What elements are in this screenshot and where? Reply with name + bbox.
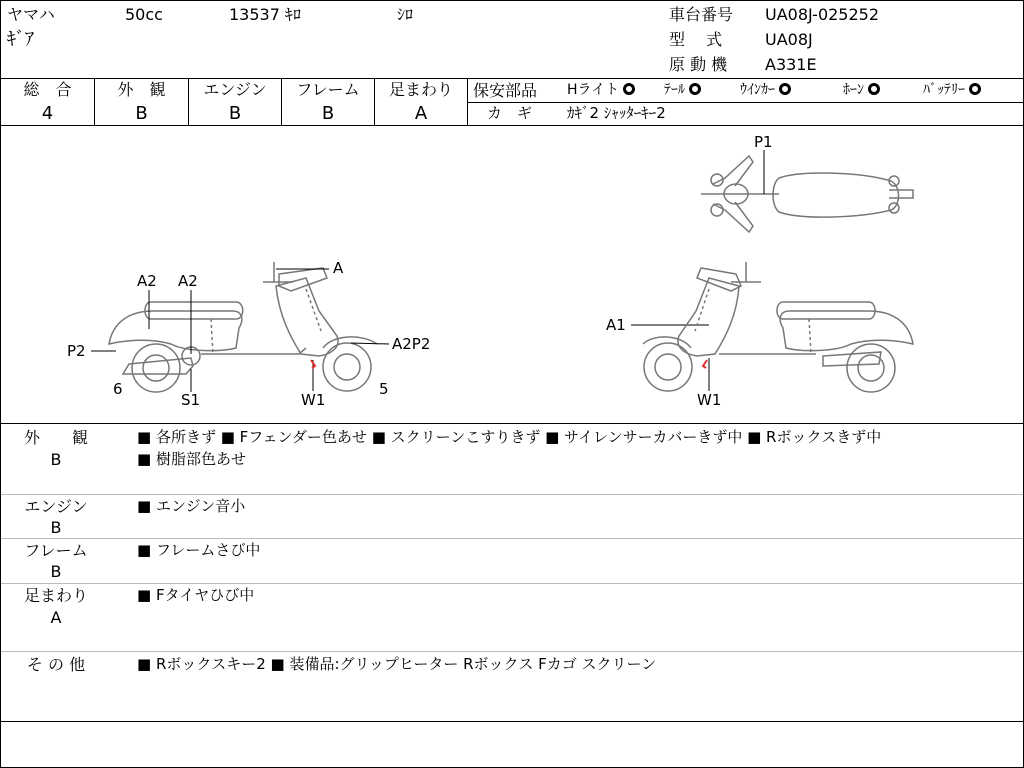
- grade-exterior-value: B: [135, 103, 148, 124]
- finding-other-label: そ の 他: [26, 655, 86, 674]
- safety-item-label: ﾎｰﾝ: [843, 82, 864, 98]
- finding-frame-grade: B: [50, 562, 62, 581]
- finding-exterior-line: ■ 各所きず ■ Fフェンダー色あせ ■ スクリーンこすりきず ■ サイレンサーカバーきず中 ■ Rボックスきず中: [137, 428, 882, 446]
- damage-diagram: [1, 126, 1023, 423]
- finding-engine-grade: B: [50, 518, 62, 537]
- rear-wheel: [132, 344, 180, 392]
- divider: [1, 721, 1023, 722]
- engine-label: 原 動 機: [669, 55, 728, 74]
- diagram-label: A2P2: [392, 335, 431, 353]
- grade-overall-value: 4: [41, 103, 54, 124]
- diagram-label: 5: [379, 380, 389, 398]
- color: ｼﾛ: [397, 5, 414, 24]
- divider: [467, 102, 1023, 103]
- diagram-label: S1: [181, 391, 201, 409]
- safety-item-horn: [843, 83, 880, 97]
- safety-item-tail: [664, 83, 701, 97]
- diagram-label: W1: [697, 391, 722, 409]
- finding-suspension-line: ■ Fタイヤひび中: [137, 586, 255, 604]
- diagram-label: A2: [178, 272, 198, 290]
- engine-value: A331E: [765, 55, 817, 74]
- diagram-label: A1: [606, 316, 626, 334]
- grade-frame-label: フレーム: [296, 80, 360, 99]
- ok-circle-icon: [868, 83, 880, 95]
- finding-frame-line: ■ フレームさび中: [137, 541, 261, 559]
- key-value: ｶｷﾞ2 ｼｬｯﾀｰｷｰ2: [567, 104, 666, 122]
- mileage: 13537 ｷﾛ: [229, 5, 301, 24]
- safety-item-label: Hライト: [567, 82, 620, 98]
- divider: [1, 651, 1023, 652]
- safety-item-label: ﾃｰﾙ: [664, 82, 685, 98]
- front-wheel: [323, 343, 371, 391]
- safety-item-label: ｳｲﾝｶｰ: [740, 82, 775, 98]
- chassis-value: UA08J-025252: [765, 5, 880, 24]
- ok-circle-icon: [623, 83, 635, 95]
- damage-mark: [703, 360, 707, 368]
- maker: ヤマハ: [7, 5, 55, 24]
- displacement: 50cc: [125, 5, 163, 24]
- divider: [1, 583, 1023, 584]
- finding-other-line: ■ Rボックスキー2 ■ 装備品:グリップヒーター Rボックス Fカゴ スクリーン: [137, 655, 657, 673]
- diagram-label: A2: [137, 272, 157, 290]
- ok-circle-icon: [689, 83, 701, 95]
- ok-circle-icon: [969, 83, 981, 95]
- finding-frame-label: フレーム: [24, 541, 88, 560]
- safety-label: 保安部品: [473, 81, 538, 100]
- diagram-label: P1: [754, 133, 773, 151]
- finding-exterior-grade: B: [50, 450, 62, 469]
- divider: [467, 78, 468, 125]
- scooter-right-side-icon: [643, 262, 913, 392]
- diagram-label: W1: [301, 391, 326, 409]
- key-label: カ ギ: [487, 104, 533, 122]
- safety-item-headlight: [567, 83, 635, 97]
- ok-circle-icon: [779, 83, 791, 95]
- finding-engine-line: ■ エンジン音小: [137, 497, 246, 515]
- grade-overall-label: 総 合: [23, 80, 72, 99]
- divider: [1, 538, 1023, 539]
- grade-engine-label: エンジン: [203, 80, 267, 99]
- finding-engine-label: エンジン: [24, 497, 88, 516]
- grade-exterior-label: 外 観: [117, 80, 166, 99]
- diagram-label: 6: [113, 380, 123, 398]
- diagram-label: A: [333, 259, 344, 277]
- finding-exterior-line: ■ 樹脂部色あせ: [137, 450, 246, 468]
- divider: [1, 78, 1023, 79]
- grade-suspension-label: 足まわり: [388, 80, 453, 99]
- finding-suspension-grade: A: [50, 608, 62, 627]
- scooter-top-view-icon: [701, 156, 913, 232]
- divider: [1, 423, 1023, 424]
- divider: [1, 494, 1023, 495]
- chassis-label: 車台番号: [669, 5, 734, 24]
- safety-item-battery: [923, 83, 981, 97]
- safety-item-label: ﾊﾞｯﾃﾘｰ: [923, 82, 965, 98]
- finding-exterior-label: 外 観: [23, 428, 88, 447]
- grade-engine-value: B: [228, 103, 242, 124]
- grade-frame-value: B: [321, 103, 335, 124]
- finding-suspension-label: 足まわり: [23, 586, 88, 605]
- type-label: 型 式: [669, 30, 723, 49]
- model-name: ｷﾞｱ: [7, 29, 34, 50]
- safety-item-winker: [740, 83, 791, 97]
- grade-suspension-value: A: [414, 103, 428, 124]
- diagram-label: P2: [67, 342, 86, 360]
- damage-mark: [311, 360, 315, 368]
- type-value: UA08J: [765, 30, 813, 49]
